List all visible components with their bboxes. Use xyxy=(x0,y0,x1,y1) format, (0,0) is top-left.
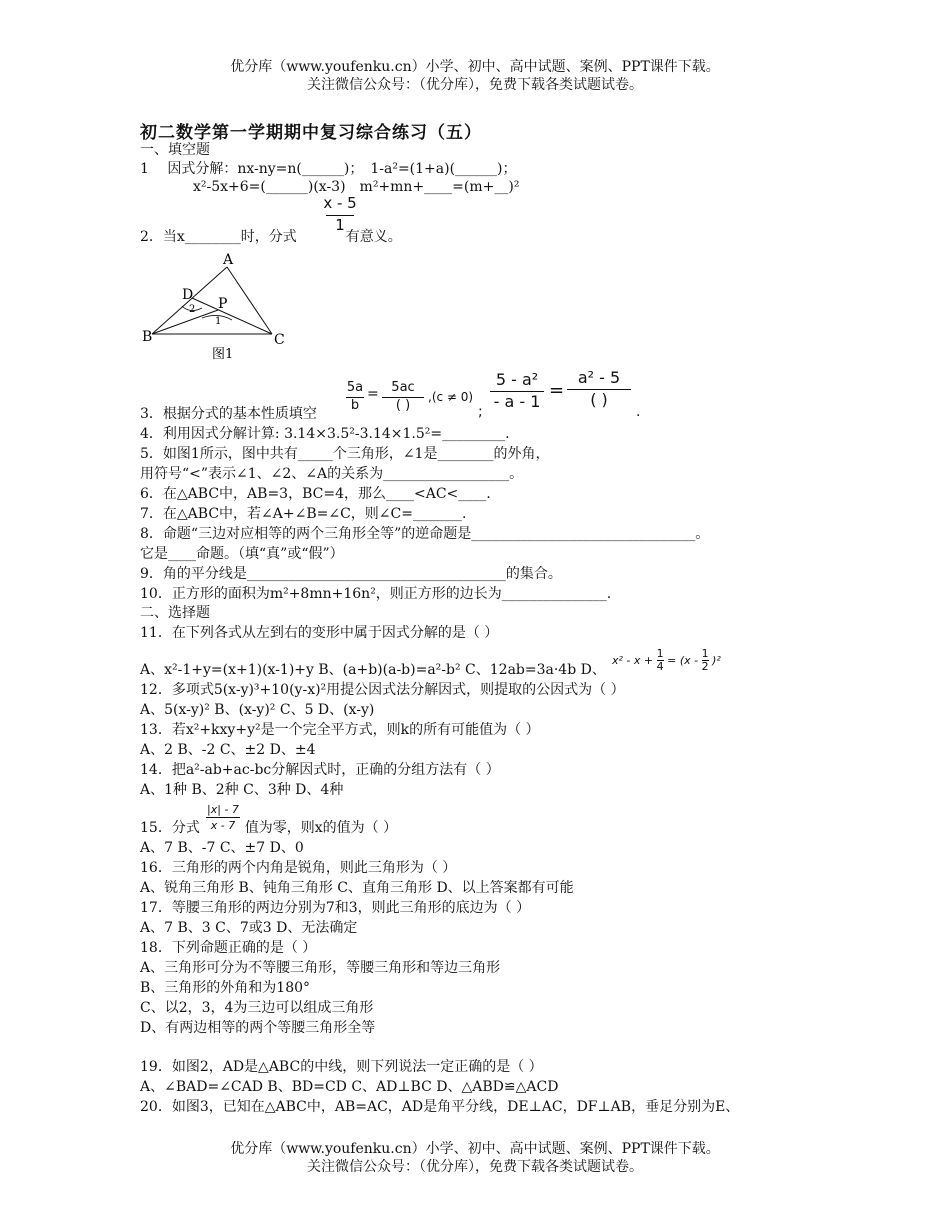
question-3-equals-2: = xyxy=(549,380,565,401)
figure-1-angle-1: 1 xyxy=(215,316,222,327)
document-title: 初二数学第一学期期中复习综合练习（五） xyxy=(140,123,482,143)
question-10: 10．正方形的面积为m²+8mn+16n²，则正方形的边长为_______________. xyxy=(140,586,612,602)
figure-1 xyxy=(140,248,300,363)
question-18-stem: 18．下列命题正确的是（ ） xyxy=(140,940,317,956)
page-footer-line-2: 关注微信公众号：（优分库），免费下载各类试题试卷。 xyxy=(307,1159,643,1175)
question-9: 9．角的平分线是_____________________________________的集合。 xyxy=(140,566,562,582)
question-19-stem: 19．如图2，AD是△ABC的中线，则下列说法一定正确的是（ ） xyxy=(140,1059,543,1075)
question-15-fraction xyxy=(204,803,242,832)
question-3-condition-text: (c ≠ 0) xyxy=(431,390,474,404)
figure-1-angle-2: 2 xyxy=(189,304,196,315)
question-3-fraction-3 xyxy=(488,370,546,411)
question-5-line-b: 用符号“<”表示∠1、∠2、∠A的关系为__________________。 xyxy=(140,466,524,482)
question-1-line-b: x²-5x+6=(______)(x-3) m²+mn+____=(m+__)² xyxy=(193,179,520,195)
question-1-line-a: 1 因式分解：nx-ny=n(______)； 1-a²=(1+a)(______)； xyxy=(140,161,517,177)
question-2 xyxy=(140,229,402,246)
section-choice-heading: 二、选择题 xyxy=(140,605,210,621)
question-3-fraction-3-denominator: - a - 1 xyxy=(493,392,541,411)
question-3-fraction-4-denominator: ( ) xyxy=(590,390,608,409)
question-15-text: 15．分式 xyxy=(140,820,200,836)
question-3-separator: ; xyxy=(478,404,483,420)
question-18-option-a: A、三角形可分为不等腰三角形，等腰三角形和等边三角形 xyxy=(140,960,501,976)
question-3-fraction-2-numerator: 5ac xyxy=(391,380,415,395)
figure-1-label-c: C xyxy=(274,332,285,348)
question-3-fraction-4 xyxy=(565,368,633,409)
question-11-option-d-frac2-den: 2 xyxy=(701,660,709,673)
question-4: 4．利用因式分解计算: 3.14×3.5²-3.14×1.5²=_________. xyxy=(140,426,510,442)
question-15-fraction-numerator: |x| - 7 xyxy=(207,803,239,816)
figure-1-caption: 图1 xyxy=(212,347,234,362)
question-18-option-d: D、有两边相等的两个等腰三角形全等 xyxy=(140,1020,376,1036)
question-7: 7．在△ABC中，若∠A+∠B=∠C，则∠C=_______. xyxy=(140,506,467,522)
question-13-stem: 13．若x²+kxy+y²是一个完全平方式，则k的所有可能值为（ ） xyxy=(140,722,540,738)
question-11-stem: 11．在下列各式从左到右的变形中属于因式分解的是（ ） xyxy=(140,625,499,641)
question-11-option-d-frac2-num: 1 xyxy=(701,647,709,660)
question-2-fraction-numerator: x - 5 xyxy=(323,194,357,212)
question-3-fraction-2 xyxy=(380,380,426,413)
question-11-option-d-frac-num: 1 xyxy=(656,647,664,660)
question-3-fraction-1-denominator: b xyxy=(350,398,360,413)
figure-1-label-a: A xyxy=(223,252,234,268)
question-3-fraction-4-numerator: a² - 5 xyxy=(577,368,621,387)
question-19-options: A、∠BAD=∠CAD B、BD=CD C、AD⊥BC D、△ABD≌△ACD xyxy=(140,1079,559,1095)
question-3-end: . xyxy=(636,404,641,420)
figure-1-label-b: B xyxy=(142,329,153,345)
question-20-stem: 20．如图3，已知在△ABC中，AB=AC，AD是角平分线，DE⊥AC，DF⊥AB，垂足分别为E、 xyxy=(140,1099,740,1115)
question-6: 6．在△ABC中，AB=3，BC=4，那么____<AC<____. xyxy=(140,486,491,502)
question-12-stem: 12．多项式5(x-y)³+10(y-x)²用提公因式法分解因式，则提取的公因式为（ ） xyxy=(140,682,625,698)
page-header-line-1: 优分库（www.youfenku.cn）小学、初中、高中试题、案例、PPT课件下载。 xyxy=(230,59,720,75)
question-18-option-b: B、三角形的外角和为180° xyxy=(140,980,311,996)
question-2-fraction-denominator: 1 xyxy=(335,216,345,234)
question-3-condition: ,(c ≠ 0) xyxy=(428,390,474,404)
question-15 xyxy=(140,820,397,837)
question-16-options: A、锐角三角形 B、钝角三角形 C、直角三角形 D、以上答案都有可能 xyxy=(140,880,574,896)
question-3-text: 3．根据分式的基本性质填空 xyxy=(140,406,317,422)
figure-1-label-p: P xyxy=(218,296,228,312)
question-3-fraction-3-numerator: 5 - a² xyxy=(495,370,539,389)
question-11-option-d-mid: = (x - xyxy=(667,654,699,667)
question-12-options: A、5(x-y)² B、(x-y)² C、5 D、(x-y) xyxy=(140,702,375,718)
figure-1-label-d: D xyxy=(182,287,194,303)
question-15-fraction-denominator: x - 7 xyxy=(210,819,236,832)
question-3-equals-1: = xyxy=(367,386,379,402)
question-8-line-b: 它是____命题。（填“真”或“假”） xyxy=(140,546,344,562)
question-8-line-a: 8．命题“三边对应相等的两个三角形全等”的逆命题是________________________________。 xyxy=(140,526,710,542)
question-2-text: 2．当x________时，分式 xyxy=(140,229,297,245)
question-11-options: A、x²-1+y=(x+1)(x-1)+y B、(a+b)(a-b)=a²-b² C、12ab=3a·4b D、 xyxy=(140,662,606,678)
question-18-option-c: C、以2，3，4为三边可以组成三角形 xyxy=(140,1000,374,1016)
question-11-option-d-frac xyxy=(657,648,664,673)
question-3-fraction-1 xyxy=(344,380,366,413)
question-14-options: A、1种 B、2种 C、3种 D、4种 xyxy=(140,782,344,798)
question-15-options: A、7 B、-7 C、±7 D、0 xyxy=(140,840,304,856)
section-fill-heading: 一、填空题 xyxy=(140,142,210,158)
question-5-line-a: 5．如图1所示，图中共有_____个三角形，∠1是________的外角， xyxy=(140,446,550,462)
question-11-option-d xyxy=(612,648,721,673)
question-3-fraction-2-denominator: ( ) xyxy=(395,398,411,413)
page-footer-line-1: 优分库（www.youfenku.cn）小学、初中、高中试题、案例、PPT课件下载。 xyxy=(230,1141,720,1157)
question-17-stem: 17．等腰三角形的两边分别为7和3，则此三角形的底边为（ ） xyxy=(140,900,531,916)
question-11-option-d-left: x² - x + xyxy=(612,654,654,667)
question-11-option-d-right: )² xyxy=(712,654,721,667)
question-11-option-d-frac2 xyxy=(702,648,709,673)
page-header-line-2: 关注微信公众号：（优分库），免费下载各类试题试卷。 xyxy=(307,77,643,93)
question-14-stem: 14．把a²-ab+ac-bc分解因式时，正确的分组方法有（ ） xyxy=(140,762,500,778)
question-11-option-d-frac-den: 4 xyxy=(656,660,664,673)
question-3-fraction-1-numerator: 5a xyxy=(346,380,364,395)
question-13-options: A、2 B、-2 C、±2 D、±4 xyxy=(140,742,316,758)
question-17-options: A、7 B、3 C、7或3 D、无法确定 xyxy=(140,920,358,936)
question-2-fraction xyxy=(320,194,360,234)
question-2-tail: 有意义。 xyxy=(345,229,402,245)
question-16-stem: 16．三角形的两个内角是锐角，则此三角形为（ ） xyxy=(140,860,457,876)
question-15-tail: 值为零，则x的值为（ ） xyxy=(244,820,398,836)
